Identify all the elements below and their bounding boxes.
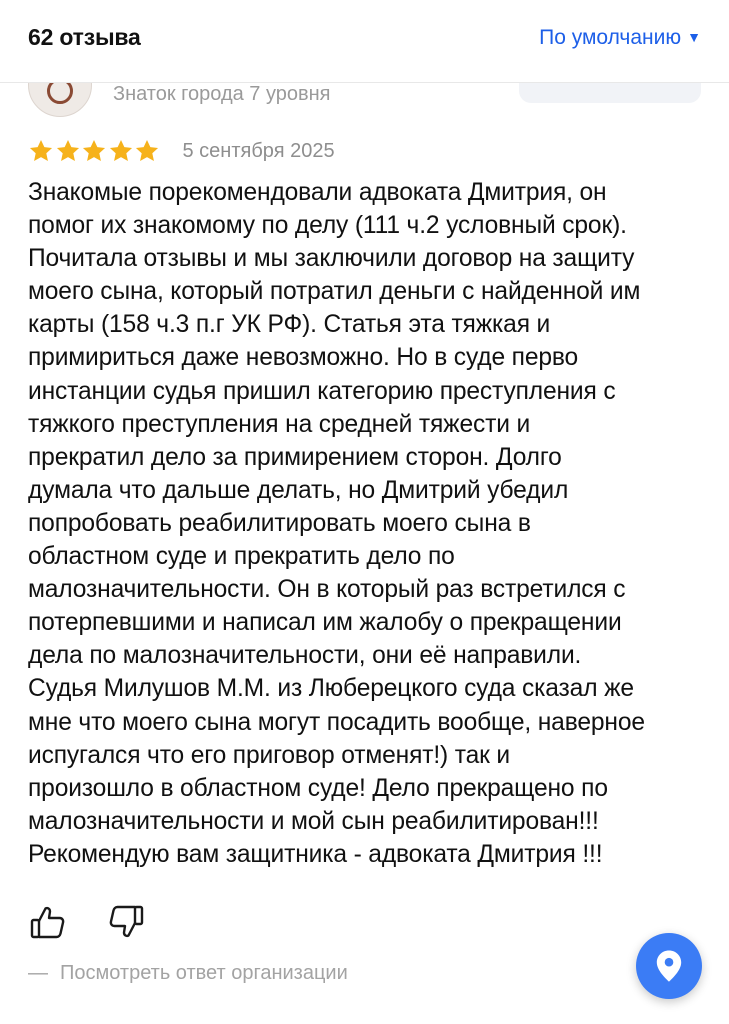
thumbs-down-icon[interactable] [106, 902, 146, 942]
triangle-down-icon: ▼ [687, 29, 701, 45]
avatar-emblem-icon [47, 83, 73, 104]
author-avatar[interactable] [28, 83, 92, 117]
view-organization-reply-link[interactable] [28, 962, 348, 985]
sort-label: По умолчанию [539, 26, 682, 49]
star-icon [28, 138, 54, 164]
star-icon [55, 138, 81, 164]
rating-stars [28, 138, 161, 164]
review-rating-row [28, 136, 335, 166]
subscribe-button[interactable] [519, 83, 701, 103]
author-level: Знаток города 7 уровня [113, 83, 331, 105]
map-pin-button[interactable] [636, 933, 702, 999]
reply-dash: — [28, 962, 48, 984]
star-icon [81, 138, 107, 164]
reviews-count: 62 отзыва [28, 24, 141, 50]
review-author [0, 83, 729, 117]
reviews-header [0, 0, 729, 83]
review-actions [28, 902, 184, 942]
star-icon [108, 138, 134, 164]
star-icon [134, 138, 160, 164]
sort-dropdown[interactable] [539, 26, 701, 50]
review-date: 5 сентября 2025 [182, 139, 335, 162]
review-text: Знакомые порекомендовали адвоката Дмитрия, он помог их знакомому по делу (111 ч.2 условный срок). Почитала отзывы и мы заключили договор на защиту моего сына, который потратил деньги с найденной им карты (158 ч.3 п.г УК РФ). Статья эта тяжкая и примириться даже невозможно. Но в суде перво инстанции судья пришил категорию преступления с тяжкого преступления на средней тяжести и прекратил дело за примирением сторон. Долго думала что дальше делать, но Дмитрий убедил попробовать реабилитировать моего сына в областном суде и прекратить дело по малозначительности. Он в который раз встретился с потерпевшими и написал им жалобу о прекращении дела по малозначительности, они её направили. Судья Милушов М.М. из Люберецкого суда сказал же мне что моего сына могут посадить вообще, наверное испугался что его приговор отменят!) так и произошло в областном суде! Дело прекращено по малозначительности и мой сын реабилитирован!!! Рекомендую вам защитника - адвоката Дмитрия !!! [28, 179, 645, 868]
thumbs-up-icon[interactable] [28, 902, 68, 942]
reply-label: Посмотреть ответ организации [60, 962, 348, 984]
map-pin-icon [655, 949, 683, 983]
